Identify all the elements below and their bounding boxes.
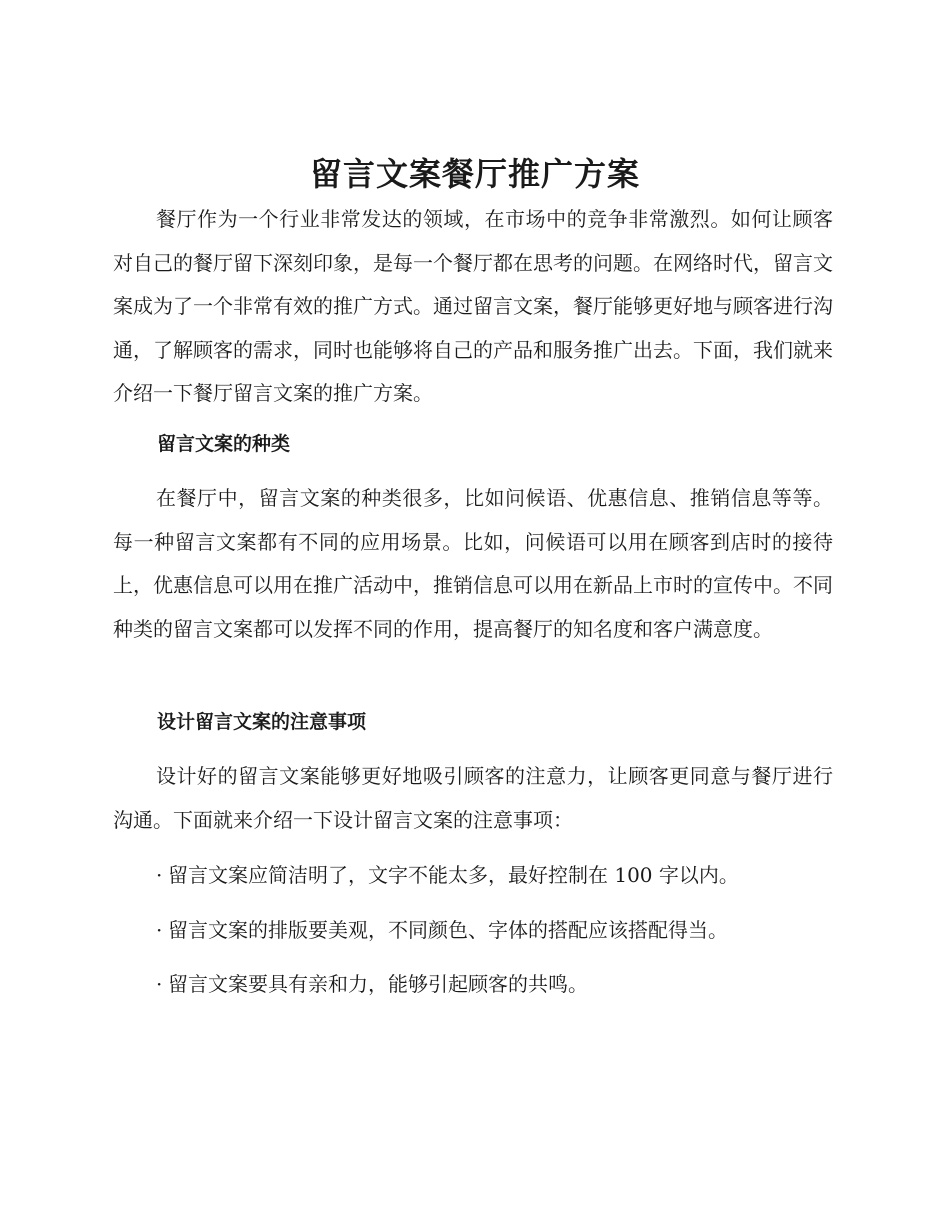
bullet-marker: · <box>156 972 163 996</box>
bullet-marker: · <box>156 918 163 942</box>
section-heading-types: 留言文案的种类 <box>157 433 291 455</box>
section-paragraph-notes: 设计好的留言文案能够更好地吸引顾客的注意力，让顾客更同意与餐厅进行沟通。下面就来介绍一下设计留言文案的注意事项： <box>113 764 833 832</box>
list-item-text: 留言文案应简洁明了，文字不能太多，最好控制在 100 字以内。 <box>168 863 739 887</box>
list-item <box>156 860 739 890</box>
intro-paragraph: 餐厅作为一个行业非常发达的领域，在市场中的竞争非常激烈。如何让顾客对自己的餐厅留下深刻印象，是每一个餐厅都在思考的问题。在网络时代，留言文案成为了一个非常有效的推广方式。通过留言文案，餐厅能够更好地与顾客进行沟通，了解顾客的需求，同时也能够将自己的产品和服务推广出去。下面，我们就来介绍一下餐厅留言文案的推广方案。 <box>113 207 833 405</box>
document-title: 留言文案餐厅推广方案 <box>309 155 640 193</box>
list-item <box>156 915 728 945</box>
section-paragraph-types: 在餐厅中，留言文案的种类很多，比如问候语、优惠信息、推销信息等等。每一种留言文案都有不同的应用场景。比如，问候语可以用在顾客到店时的接待上，优惠信息可以用在推广活动中，推销信息可以用在新品上市时的宣传中。不同种类的留言文案都可以发挥不同的作用，提高餐厅的知名度和客户满意度。 <box>113 486 833 641</box>
section-heading-notes: 设计留言文案的注意事项 <box>157 711 367 733</box>
list-item-text: 留言文案要具有亲和力，能够引起顾客的共鸣。 <box>168 972 588 996</box>
bullet-marker: · <box>156 863 163 887</box>
list-item-text: 留言文案的排版要美观，不同颜色、字体的搭配应该搭配得当。 <box>168 918 728 942</box>
list-item <box>156 969 588 999</box>
